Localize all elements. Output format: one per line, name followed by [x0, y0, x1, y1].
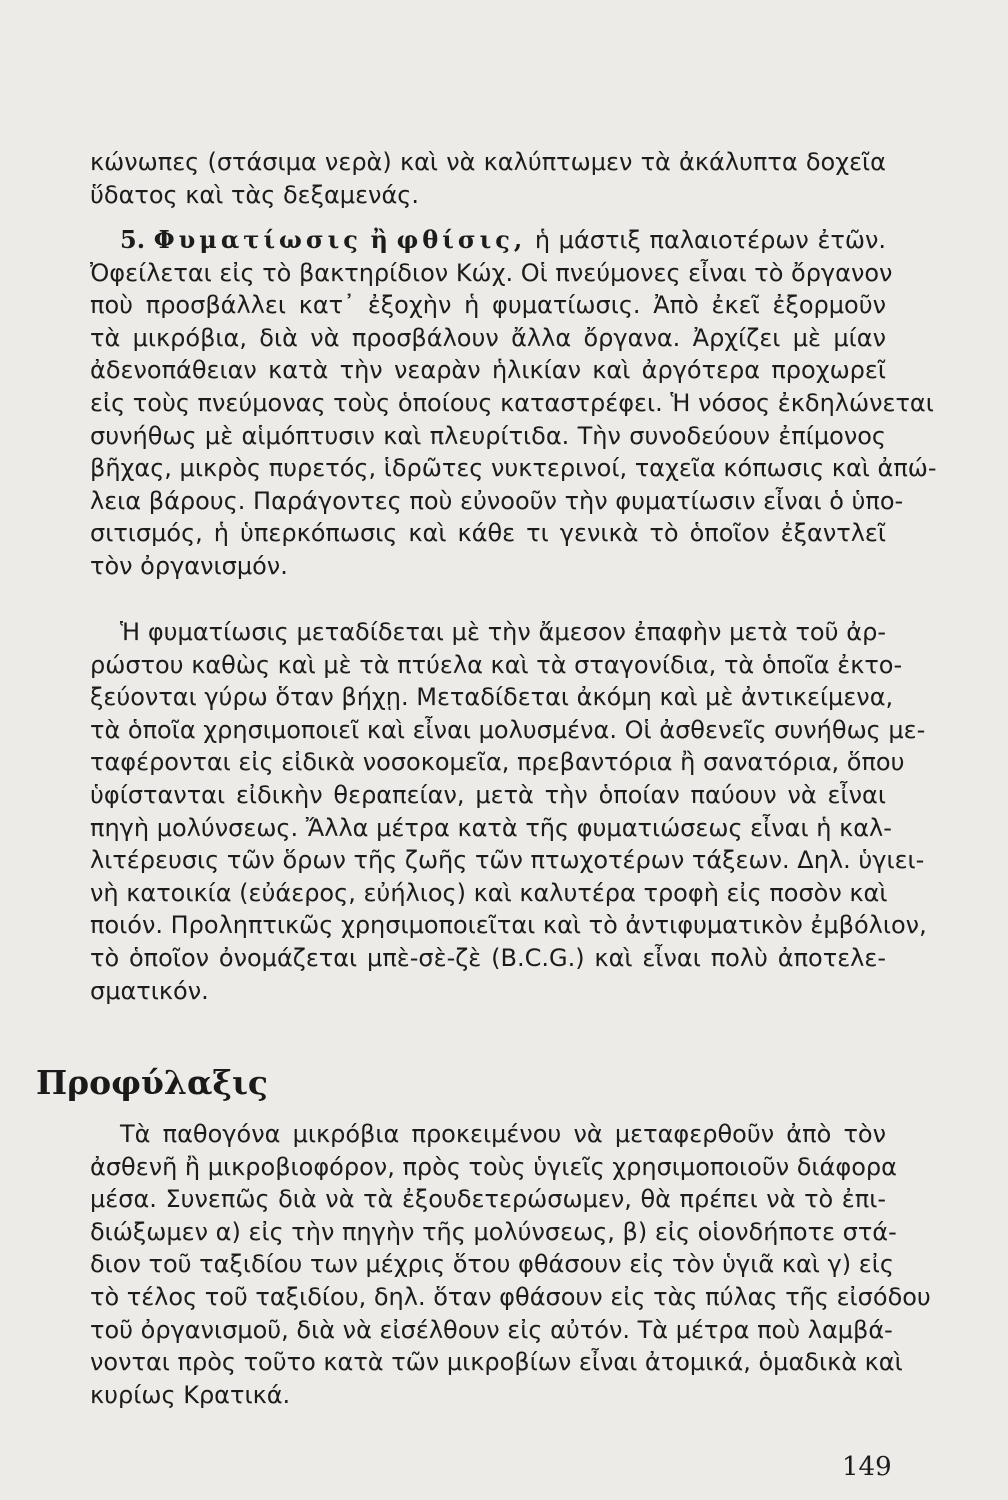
- term-tuberculosis: Φυματίωσις: [153, 225, 362, 254]
- text-line: τὸν ὀργανισμόν.: [90, 551, 288, 580]
- paragraph-transmission: [90, 616, 927, 1007]
- text-line: σματικόν.: [90, 976, 209, 1005]
- text-line: βῆχας, μικρὸς πυρετός, ἱδρῶτες νυκτερινοί, ταχεῖα κόπωσις καὶ ἀπώ-: [90, 454, 937, 483]
- text-line: ρώστου καθὼς καὶ μὲ τὰ πτύελα καὶ τὰ σταγονίδια, τὰ ὁποῖα ἐκτο-: [90, 650, 903, 679]
- text-line: λιτέρευσις τῶν ὅρων τῆς ζωῆς τῶν πτωχοτέρων τάξεων. Δηλ. ὑγιει-: [90, 846, 925, 875]
- text-line: ἀδενοπάθειαν κατὰ τὴν νεαρὰν ἡλικίαν καὶ ἀργότερα προχωρεῖ: [90, 356, 886, 385]
- text-line: μέσα. Συνεπῶς διὰ νὰ τὰ ἐξουδετερώσωμεν, θὰ πρέπει νὰ τὸ ἐπι-: [90, 1185, 886, 1214]
- item-number: 5.: [120, 225, 146, 254]
- text-line: κυρίως Κρατικά.: [90, 1380, 291, 1409]
- text-line: ἀσθενῆ ἢ μικροβιοφόρον, πρὸς τοὺς ὑγιεῖς χρησιμοποιοῦν διάφορα: [90, 1152, 897, 1181]
- text-line: ὑφίστανται εἰδικὴν θεραπείαν, μετὰ τὴν ὁποίαν παύουν νὰ εἶναι: [90, 780, 886, 809]
- text-line: κώνωπες (στάσιμα νερὰ) καὶ νὰ καλύπτωμεν τὰ ἀκάλυπτα δοχεῖα: [90, 148, 886, 176]
- text-line: λεια βάρους. Παράγοντες ποὺ εὐνοοῦν τὴν φυματίωσιν εἶναι ὁ ὑπο-: [90, 486, 904, 515]
- text-line: Ἡ φυματίωσις μεταδίδεται μὲ τὴν ἄμεσον ἐπαφὴν μετὰ τοῦ ἀρ-: [120, 618, 886, 646]
- section-heading-prophylaxis: Προφύλαξις: [36, 1063, 269, 1102]
- text-line: Τὰ παθογόνα μικρόβια προκειμένου νὰ μεταφερθοῦν ἀπὸ τὸν: [120, 1120, 886, 1148]
- text-line: τὸ ὁποῖον ὀνομάζεται μπὲ-σὲ-ζὲ (B.C.G.) καὶ εἶναι πολὺ ἀποτελε-: [90, 943, 886, 972]
- text-line: πηγὴ μολύνσεως. Ἄλλα μέτρα κατὰ τῆς φυματιώσεως εἶναι ἡ καλ-: [90, 813, 892, 842]
- item-5-intro-text: ἡ μάστιξ παλαιοτέρων ἐτῶν.: [534, 226, 887, 254]
- text-line: ποὺ προσβάλλει κατ᾽ ἐξοχὴν ἡ φυματίωσις. Ἀπὸ ἐκεῖ ἐξορμοῦν: [90, 291, 886, 320]
- text-line: ξεύονται γύρω ὅταν βήχῃ. Μεταδίδεται ἀκόμη καὶ μὲ ἀντικείμενα,: [90, 683, 894, 712]
- paragraph-prophylaxis: [90, 1118, 931, 1411]
- text-line: συνήθως μὲ αἱμόπτυσιν καὶ πλευρίτιδα. Τὴν συνοδεύουν ἐπίμονος: [90, 421, 886, 450]
- text-line: σιτισμός, ἡ ὑπερκόπωσις καὶ κάθε τι γενικὰ τὸ ὁποῖον ἐξαντλεῖ: [90, 519, 886, 548]
- item-5-tuberculosis: [90, 224, 937, 583]
- text-line: Ὀφείλεται εἰς τὸ βακτηρίδιον Κώχ. Οἱ πνεύμονες εἶναι τὸ ὄργανον: [90, 258, 893, 287]
- text-line: ταφέρονται εἰς εἰδικὰ νοσοκομεῖα, πρεβαντόρια ἢ σανατόρια, ὅπου: [90, 748, 905, 777]
- text-line: τὰ ὁποῖα χρησιμοποιεῖ καὶ εἶναι μολυσμένα. Οἱ ἀσθενεῖς συνήθως με-: [90, 715, 926, 744]
- text-line: διον τοῦ ταξιδίου των μέχρις ὅτου φθάσουν εἰς τὸν ὑγιᾶ καὶ γ) εἰς: [90, 1250, 894, 1279]
- text-line: τὸ τέλος τοῦ ταξιδίου, δηλ. ὅταν φθάσουν εἰς τὰς πύλας τῆς εἰσόδου: [90, 1282, 931, 1311]
- text-line: νονται πρὸς τοῦτο κατὰ τῶν μικροβίων εἶναι ἀτομικά, ὁμαδικὰ καὶ: [90, 1348, 903, 1377]
- text-line: νὴ κατοικία (εὐάερος, εὐήλιος) καὶ καλυτέρα τροφὴ εἰς ποσὸν καὶ: [90, 878, 888, 907]
- page-number: 149: [842, 1452, 892, 1482]
- text-line: εἰς τοὺς πνεύμονας τοὺς ὁποίους καταστρέφει. Ἡ νόσος ἐκδηλώνεται: [90, 388, 934, 417]
- text-line: ποιόν. Προληπτικῶς χρησιμοποιεῖται καὶ τὸ ἀντιφυματικὸν ἐμβόλιον,: [90, 911, 927, 940]
- paragraph-continuation: [90, 146, 886, 211]
- text-line: τοῦ ὀργανισμοῦ, διὰ νὰ εἰσέλθουν εἰς αὐτόν. Τὰ μέτρα ποὺ λαμβά-: [90, 1315, 893, 1344]
- text-line: ὕδατος καὶ τὰς δεξαμενάς.: [90, 180, 419, 209]
- term-or: ἢ: [370, 225, 388, 254]
- term-phthisis: φθίσις,: [396, 225, 527, 254]
- text-line: τὰ μικρόβια, διὰ νὰ προσβάλουν ἄλλα ὄργανα. Ἀρχίζει μὲ μίαν: [90, 323, 886, 352]
- item-5-heading-line: [90, 224, 886, 257]
- text-line: διώξωμεν α) εἰς τὴν πηγὴν τῆς μολύνσεως, β) εἰς οἱονδήποτε στά-: [90, 1217, 897, 1246]
